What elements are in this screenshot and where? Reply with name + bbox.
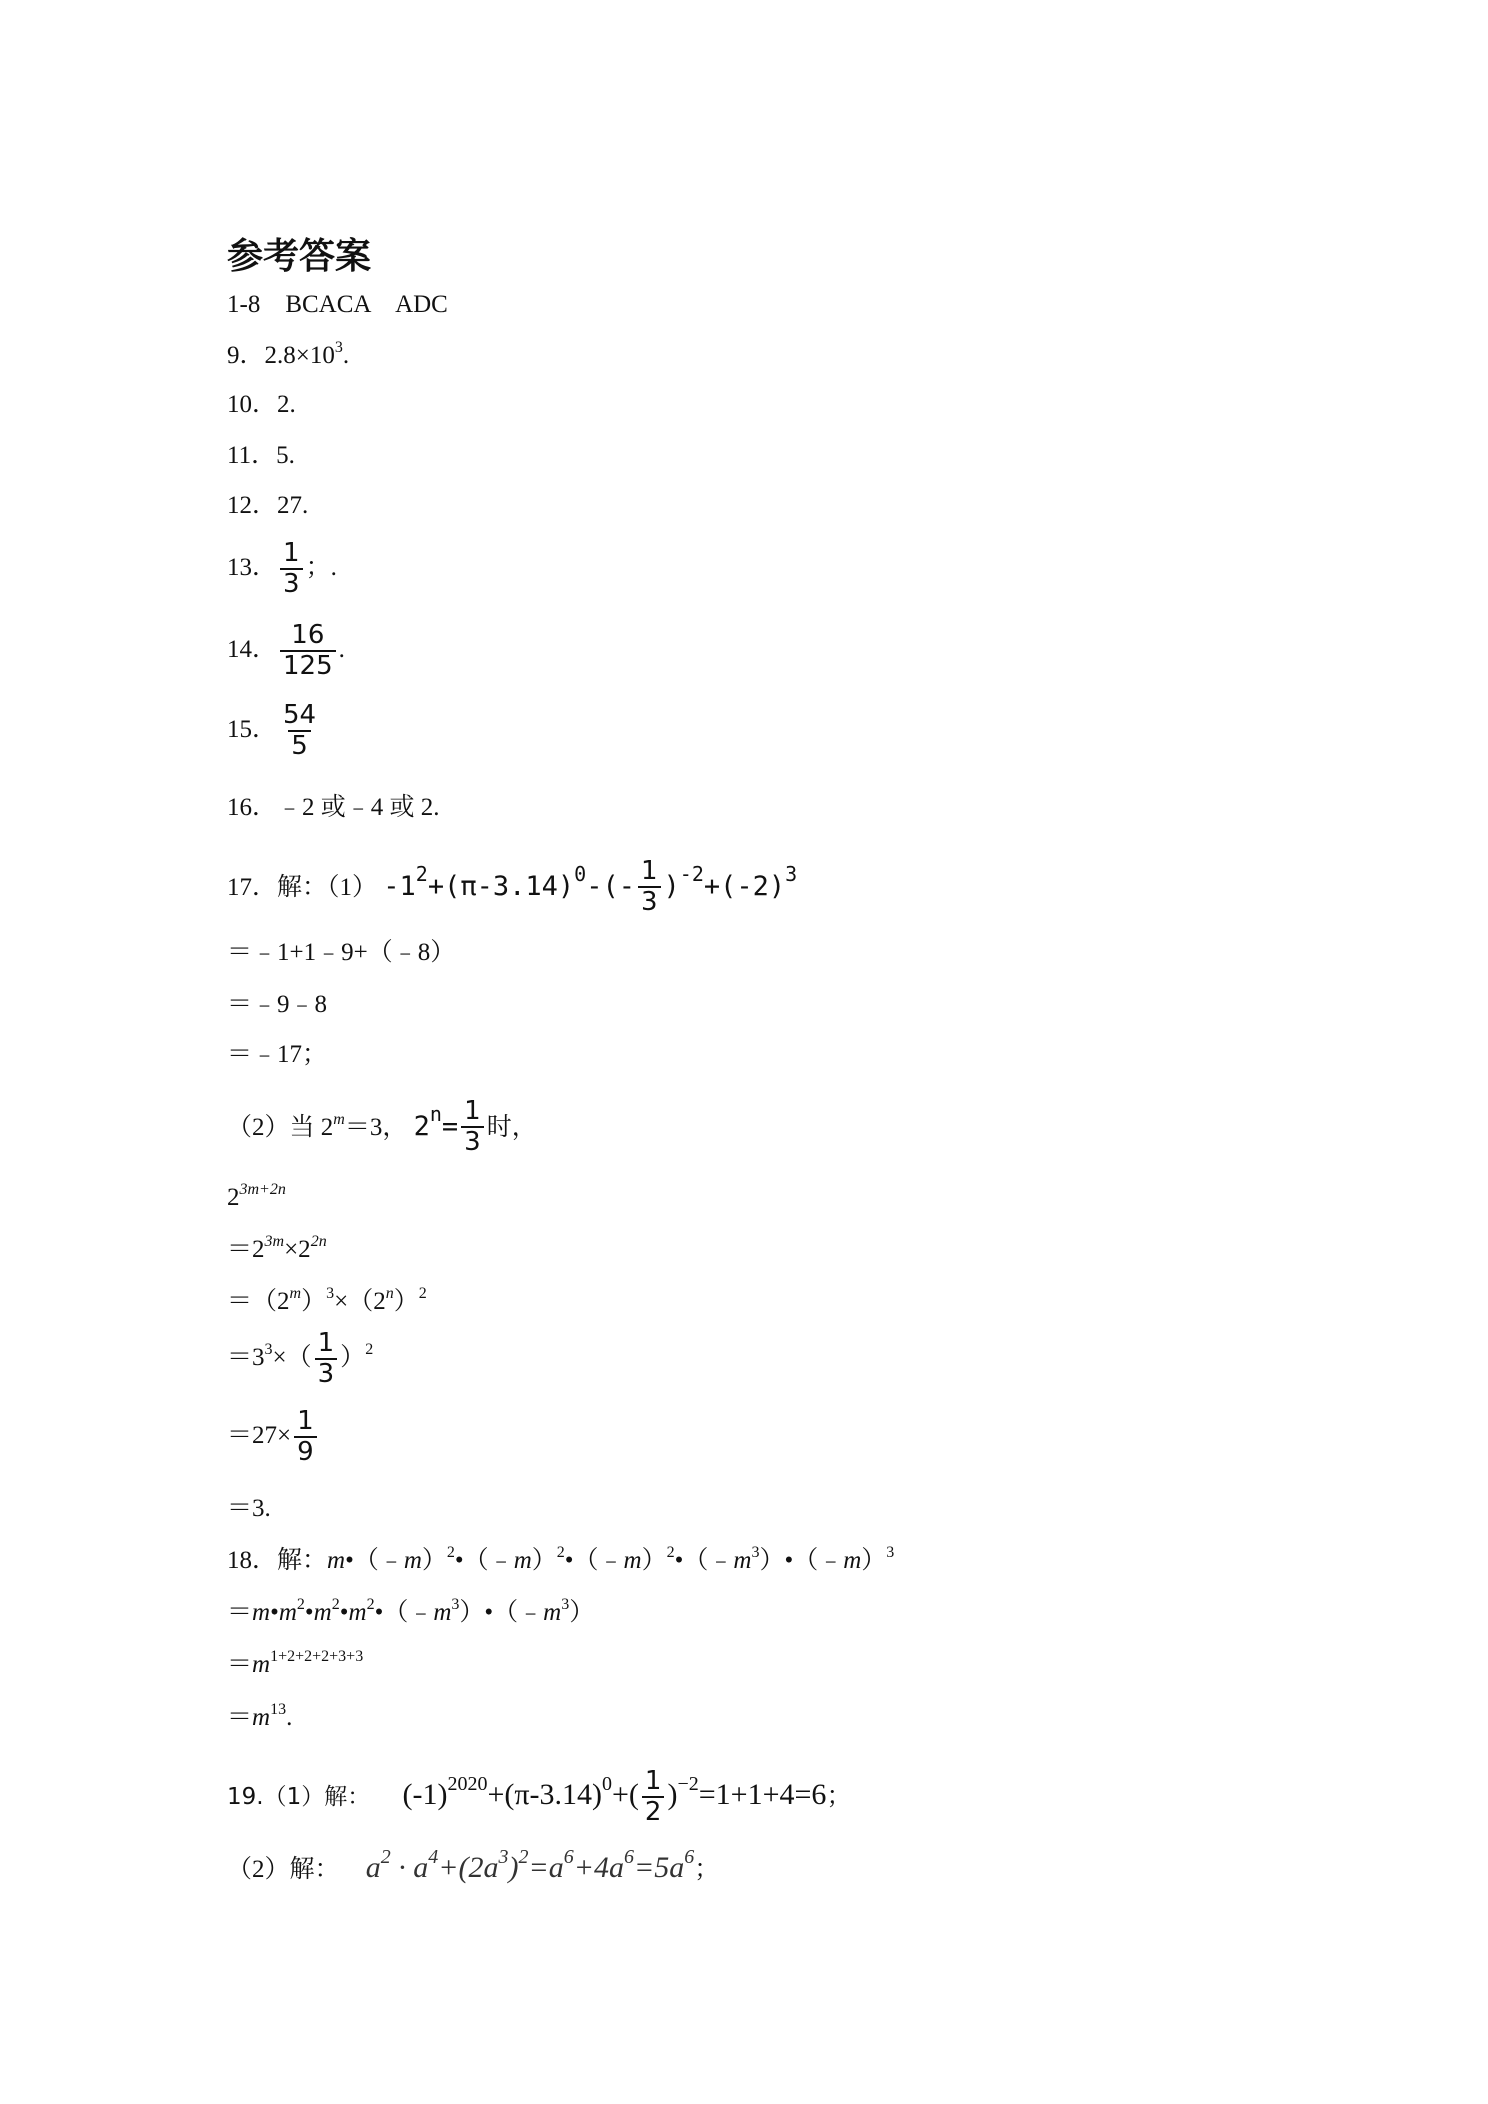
page-title: 参考答案 <box>227 236 372 277</box>
text: •（﹣ <box>674 1547 734 1574</box>
answer-19-part2 <box>227 1845 719 1886</box>
answer-18-line3 <box>227 1647 363 1680</box>
exponent: 1+2+2+2+3+3 <box>270 1648 364 1665</box>
expression <box>383 856 798 918</box>
var: m <box>733 1547 752 1574</box>
answer-15 <box>227 702 322 761</box>
step-line <box>227 1232 327 1265</box>
end: . <box>342 342 350 369</box>
exponent: 2 <box>556 1544 565 1561</box>
numerator: 1 <box>283 538 300 568</box>
var: m <box>513 1547 532 1574</box>
label: 13． <box>227 554 278 582</box>
step-line: ＝3. <box>227 1495 271 1522</box>
fraction <box>315 1330 338 1389</box>
term: = <box>441 1110 459 1142</box>
fraction <box>280 622 336 681</box>
answer-18-line2 <box>227 1595 594 1628</box>
var: m <box>843 1547 862 1574</box>
answer-17-part1 <box>227 858 797 917</box>
exponent: m <box>333 1110 345 1128</box>
exponent: 3 <box>785 861 798 886</box>
answer-18-line4 <box>227 1700 292 1733</box>
exponent: 2 <box>518 1846 529 1868</box>
text: ＝3， <box>344 1113 408 1141</box>
text: ） <box>569 1599 595 1626</box>
exponent: 3 <box>498 1846 509 1868</box>
text: ＝ <box>227 1651 253 1678</box>
numerator: 1 <box>644 1766 662 1796</box>
exponent: 3 <box>451 1596 460 1613</box>
answer-1-8: 1-8 BCACA ADC <box>227 291 448 318</box>
term: ＝2 <box>227 1236 265 1263</box>
expression <box>413 1096 487 1158</box>
term: ×（2 <box>334 1288 386 1315</box>
text: ） <box>421 1547 447 1574</box>
exponent: 3 <box>561 1596 570 1613</box>
text: •（﹣ <box>374 1599 434 1626</box>
exponent: 3 <box>751 1544 760 1561</box>
term: a <box>548 1851 564 1884</box>
term: ＝（2 <box>227 1288 290 1315</box>
exponent: 2020 <box>447 1773 488 1796</box>
denominator: 5 <box>288 730 311 760</box>
step-line: ＝﹣9﹣8 <box>227 991 328 1018</box>
denominator: 2 <box>642 1796 665 1826</box>
fraction <box>280 702 319 761</box>
text: • <box>339 1599 349 1626</box>
text: 时， <box>486 1113 537 1141</box>
exponent: 2n <box>310 1233 327 1250</box>
exponent: 3m <box>264 1233 285 1250</box>
numerator: 1 <box>297 1406 314 1436</box>
fraction <box>638 858 661 917</box>
exponent: 3 <box>326 1285 335 1302</box>
term: ） <box>301 1288 327 1315</box>
term: ×（ <box>272 1344 312 1372</box>
label: （2）解： <box>227 1856 340 1883</box>
text: ； <box>826 1783 852 1811</box>
term: a <box>413 1851 429 1884</box>
exponent: 3 <box>886 1544 895 1561</box>
exponent: -2 <box>679 861 704 886</box>
term: a <box>669 1851 685 1884</box>
fraction <box>461 1098 484 1157</box>
term: a <box>365 1851 381 1884</box>
term: 2 <box>227 1184 240 1211</box>
term: + <box>612 1778 629 1812</box>
term: = <box>528 1851 549 1884</box>
term: (π-3.14) <box>504 1778 602 1812</box>
exponent: 2 <box>296 1596 305 1613</box>
var: m <box>278 1599 297 1626</box>
fraction <box>642 1768 665 1827</box>
exponent: 3 <box>334 339 343 356</box>
term: +(π-3.14) <box>427 870 575 902</box>
expression: $(-1)^{2020}+(\pi-3.14)^0+$( $\frac{1}{2}$ )$^{-2}$=1+1+4=6 <box>402 1766 827 1828</box>
numerator: 16 <box>291 620 325 650</box>
text: •（﹣ <box>345 1547 404 1574</box>
text: ） <box>531 1547 557 1574</box>
text: ＝ <box>227 1704 253 1731</box>
term: -(- <box>586 870 635 902</box>
exponent: 0 <box>574 861 587 886</box>
term: 2 <box>413 1110 430 1142</box>
term: ＝27× <box>227 1422 292 1450</box>
term: · <box>390 1851 414 1884</box>
term: ＝3 <box>227 1344 265 1372</box>
var: m <box>252 1704 271 1731</box>
numerator: 1 <box>464 1096 481 1126</box>
exponent: 2 <box>446 1544 455 1561</box>
expression <box>365 1846 695 1884</box>
label: 17．解：（1） <box>227 873 378 901</box>
exponent: 13 <box>270 1701 287 1718</box>
answer-16: 16．﹣2 或﹣4 或 2. <box>227 794 440 821</box>
answer-14 <box>227 622 345 681</box>
term: ) <box>508 1851 519 1884</box>
exponent: 2 <box>666 1544 675 1561</box>
text: •（﹣ <box>564 1547 624 1574</box>
exponent: 4 <box>428 1846 439 1868</box>
var: m <box>433 1599 452 1626</box>
answer-17-part2 <box>227 1098 537 1157</box>
term: +(2 <box>438 1851 484 1884</box>
term: +4 <box>573 1851 609 1884</box>
answer-13 <box>227 540 337 599</box>
answer-10: 10．2. <box>227 391 296 418</box>
term: (-1) <box>402 1778 448 1812</box>
var: m <box>403 1547 422 1574</box>
answer-9 <box>227 338 349 371</box>
var: m <box>348 1599 367 1626</box>
term: ） <box>340 1344 366 1372</box>
end: . <box>338 636 345 664</box>
exponent: 3 <box>264 1341 273 1359</box>
exponent: 2 <box>415 861 428 886</box>
text: ）•（﹣ <box>759 1547 844 1574</box>
answer-11: 11．5. <box>227 442 295 469</box>
exponent: 2 <box>418 1285 427 1302</box>
step-line <box>227 1408 320 1467</box>
end: ；. <box>305 554 337 582</box>
numerator: 1 <box>317 1328 335 1358</box>
label: 15． <box>227 716 278 744</box>
exponent: 6 <box>684 1846 695 1868</box>
exponent: −2 <box>677 1773 699 1796</box>
exponent: 6 <box>563 1846 574 1868</box>
label: 18．解： <box>227 1547 328 1574</box>
denominator: 125 <box>280 650 336 680</box>
text: •（﹣ <box>454 1547 514 1574</box>
step-line <box>227 1180 286 1213</box>
term: ) <box>663 870 680 902</box>
term: ×2 <box>284 1236 311 1263</box>
answer-19-part1 <box>227 1768 851 1827</box>
denominator: 3 <box>315 1358 338 1388</box>
text: . <box>286 1704 293 1731</box>
step-line: ＝﹣17； <box>227 1041 328 1068</box>
text: ）•（﹣ <box>459 1599 544 1626</box>
term: =5 <box>634 1851 670 1884</box>
exponent: m <box>289 1285 302 1302</box>
var: m <box>313 1599 332 1626</box>
text: （2）当 2 <box>227 1113 334 1141</box>
exponent: 3m+2n <box>239 1181 286 1198</box>
label: 19.（1）解： <box>227 1784 371 1811</box>
step-line: ＝﹣1+1﹣9+（﹣8） <box>227 939 456 966</box>
exponent: 2 <box>365 1341 374 1359</box>
var: m <box>252 1651 271 1678</box>
term: =1+1+4=6 <box>698 1778 827 1812</box>
exponent: 2 <box>380 1846 391 1868</box>
var: m <box>252 1599 271 1626</box>
term: -1 <box>383 870 416 902</box>
step-line <box>227 1330 373 1389</box>
term: a <box>609 1851 624 1884</box>
text: ； <box>694 1856 720 1883</box>
var: m <box>543 1599 562 1626</box>
var: m <box>623 1547 642 1574</box>
denominator: 9 <box>294 1436 317 1466</box>
exponent: 0 <box>602 1773 612 1796</box>
text: ） <box>861 1547 887 1574</box>
text: • <box>270 1599 279 1626</box>
numerator: 54 <box>283 700 317 730</box>
text: ） <box>641 1547 667 1574</box>
label: 9． <box>227 342 265 369</box>
exponent: n <box>385 1285 394 1302</box>
term: ） <box>393 1288 419 1315</box>
answer-18-line1 <box>227 1543 894 1576</box>
denominator: 3 <box>461 1126 484 1156</box>
var: m <box>327 1547 346 1574</box>
term: +(-2) <box>703 870 786 902</box>
answer-12: 12．27. <box>227 492 309 519</box>
term: + <box>487 1778 505 1812</box>
exponent: 6 <box>624 1846 634 1868</box>
mantissa: 2.8×10 <box>264 342 335 369</box>
denominator: 3 <box>280 568 303 598</box>
exponent: 2 <box>331 1596 340 1613</box>
step-line <box>227 1284 427 1317</box>
fraction <box>294 1408 317 1467</box>
denominator: 3 <box>638 886 661 916</box>
term: a <box>483 1851 499 1884</box>
text: ＝ <box>227 1599 253 1626</box>
fraction <box>280 540 303 599</box>
exponent: n <box>429 1101 442 1126</box>
numerator: 1 <box>640 856 658 886</box>
label: 14． <box>227 636 278 664</box>
text: • <box>304 1599 314 1626</box>
exponent: 2 <box>366 1596 375 1613</box>
